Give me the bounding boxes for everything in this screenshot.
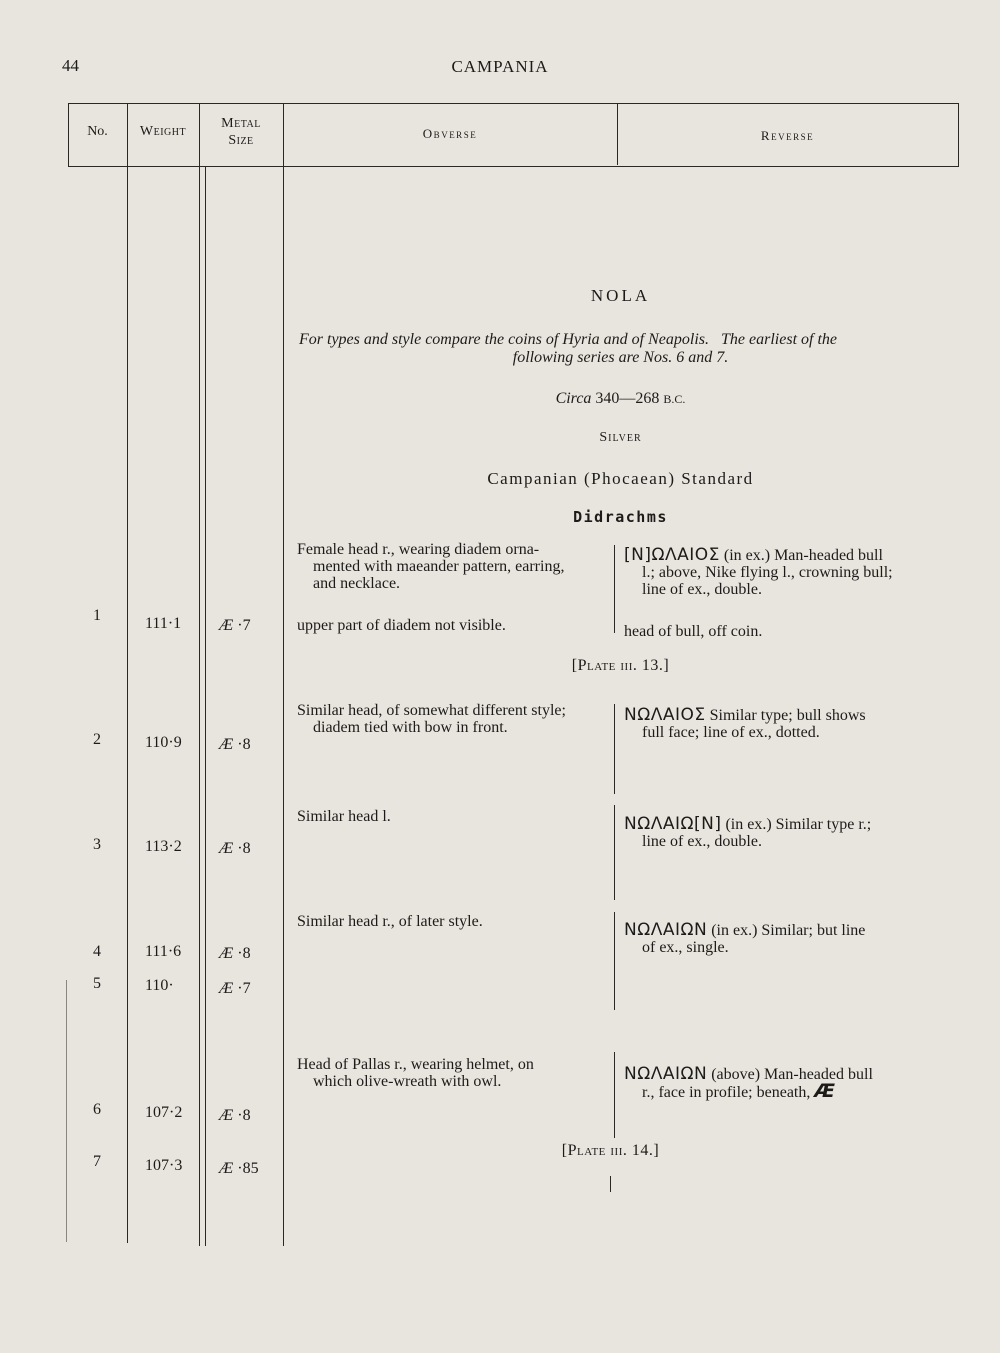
metal-symbol: Æ [219, 617, 234, 634]
entry-6-no: 6 [93, 1101, 101, 1118]
obverse-line: Similar head r., of later style. [297, 913, 483, 930]
entry-2-metal [219, 736, 251, 754]
reverse-line: r., face in profile; beneath, [642, 1084, 811, 1101]
entry-3-obverse [297, 808, 391, 825]
reverse-text: Similar type; bull shows [709, 707, 866, 724]
legend: ΝΩΛΑΙΩΝ [624, 1064, 708, 1084]
section-title: NOLA [590, 286, 651, 305]
entry-4-reverse [624, 922, 940, 956]
obverse-line: Head of Pallas r., wearing helmet, on [297, 1056, 534, 1073]
entry-3-metal [219, 840, 251, 858]
page-number: 44 [62, 56, 79, 75]
header-size: Size [228, 133, 254, 148]
legend: ΝΩΛΑΙΟΣ [624, 705, 706, 725]
metal-symbol: Æ [219, 980, 234, 997]
date-range: 340—268 [595, 390, 660, 407]
entry-2-weight: 110·9 [145, 734, 182, 751]
metal-symbol: Æ [219, 840, 234, 857]
size-value: ·7 [237, 617, 251, 634]
size-value: ·8 [237, 1107, 251, 1124]
entry-6-metal [219, 1107, 251, 1125]
obverse-line: diadem tied with bow in front. [313, 719, 508, 736]
reverse-text: (in ex.) Similar; but line [711, 922, 866, 939]
size-value: ·8 [237, 840, 251, 857]
entry-6-obverse [297, 1056, 603, 1090]
size-value: ·8 [237, 945, 251, 962]
entry-3-no: 3 [93, 836, 101, 853]
standard-heading: Campanian (Phocaean) Standard [487, 469, 754, 488]
reverse-line: of ex., single. [642, 939, 729, 956]
metal-symbol: Æ [219, 1107, 234, 1124]
legend: ΝΩΛΑΙΩΝ [624, 920, 708, 940]
entry-6-reverse [624, 1066, 940, 1101]
entry-3-reverse [624, 816, 940, 850]
entry-1-obverse-note: upper part of diadem not visible. [297, 617, 506, 634]
legend: [N]ΩΛΑΙΟΣ [624, 545, 720, 565]
reverse-line: line of ex., double. [642, 833, 762, 850]
size-value: ·8 [237, 736, 251, 753]
obverse-line: Similar head, of somewhat different style; [297, 702, 566, 719]
metal-symbol: Æ [219, 736, 234, 753]
entry-5-no: 5 [93, 975, 101, 992]
intro-line-1: For types and style compare the coins of Hyria and of Neapolis. The earliest of the [299, 331, 837, 348]
legend: ΝΩΛΑΙΩ[Ν] [624, 814, 722, 834]
entry-4-obverse [297, 913, 483, 930]
entry-7-no: 7 [93, 1153, 101, 1170]
denomination-heading: Didrachms [573, 508, 668, 526]
obverse-line: Female head r., wearing diadem orna- [297, 541, 540, 558]
header-weight: Weight [139, 124, 187, 139]
entry-3-weight: 113·2 [145, 838, 182, 855]
entry-4-weight: 111·6 [145, 943, 182, 960]
monogram-symbol: Æ [814, 1080, 835, 1102]
reverse-text: (in ex.) Similar type r.; [725, 816, 872, 833]
running-head: CAMPANIA [451, 57, 549, 76]
reverse-text: (above) Man-headed bull [711, 1066, 873, 1083]
entry-5-metal [219, 980, 251, 998]
date-era: B.C. [663, 392, 686, 406]
reverse-line: full face; line of ex., dotted. [642, 724, 820, 741]
header-no: No. [87, 124, 108, 139]
size-value: ·7 [237, 980, 251, 997]
entry-1-reverse-note: head of bull, off coin. [624, 623, 763, 640]
entry-1-no: 1 [93, 607, 101, 624]
reverse-line: l.; above, Nike flying l., crowning bull; [642, 564, 893, 581]
obverse-line: which olive-wreath with owl. [313, 1073, 502, 1090]
plate-14-ref: [Plate iii. 14.] [561, 1142, 660, 1159]
metal-symbol: Æ [219, 945, 234, 962]
obverse-line: Similar head l. [297, 808, 391, 825]
intro-line-2: following series are Nos. 6 and 7. [512, 349, 729, 366]
entry-2-obverse [297, 702, 603, 736]
header-obverse: Obverse [422, 126, 478, 141]
entry-1-obverse [297, 541, 603, 592]
metal-heading: Silver [599, 430, 642, 445]
header-metal: Metal [221, 116, 261, 131]
entry-7-weight: 107·3 [145, 1157, 183, 1174]
entry-4-metal [219, 945, 251, 963]
reverse-line: line of ex., double. [642, 581, 762, 598]
obverse-line: and necklace. [313, 575, 401, 592]
entry-2-no: 2 [93, 731, 101, 748]
entry-7-metal [219, 1160, 259, 1178]
entry-5-weight: 110· [145, 977, 174, 994]
entry-4-no: 4 [93, 943, 101, 960]
entry-1-reverse [624, 547, 940, 598]
header-reverse: Reverse [760, 128, 815, 143]
date-prefix: Circa [555, 390, 592, 407]
plate-13-ref: [Plate iii. 13.] [571, 657, 670, 674]
reverse-text: (in ex.) Man-headed bull [723, 547, 883, 564]
metal-symbol: Æ [219, 1160, 234, 1177]
entry-6-weight: 107·2 [145, 1104, 183, 1121]
date-line [283, 390, 958, 408]
entry-2-reverse [624, 707, 940, 741]
obverse-line: mented with maeander pattern, earring, [313, 558, 565, 575]
entry-1-weight: 111·1 [145, 615, 182, 632]
entry-1-metal [219, 617, 251, 635]
size-value: ·85 [237, 1160, 259, 1177]
